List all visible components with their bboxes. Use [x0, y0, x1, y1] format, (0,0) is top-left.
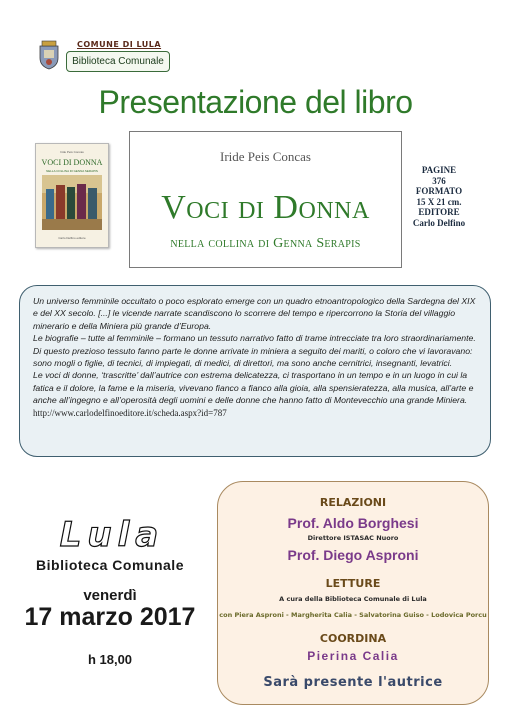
description-box [19, 285, 491, 457]
formato-label: FORMATO [415, 186, 463, 196]
description-paragraph-3: Le voci di donne, ‘trascritte’ dall’autrice con estrema delicatezza, ci trasportano in un tempo e in un luogo in cui la fatica e il dolore, la fame e la miseria, vivevano fianco a fianco alla gioia, alla spensieratezza, alla musica, all’arte e anche all’ingegno e all’operosità degli uomini e delle donne che hanno fatto di Montevecchio una grande Miniera. [33, 370, 474, 406]
coordinator-name: Pierina Calia [307, 649, 399, 663]
author-present-note: Sarà presente l'autrice [263, 675, 443, 690]
event-day: venerdì [83, 587, 137, 604]
book-subtitle: nella collina di Genna Serapis [170, 236, 361, 251]
municipal-crest-icon [38, 40, 60, 70]
cover-title: VOCI DI DONNA [41, 158, 103, 167]
event-place: Lula [59, 515, 165, 555]
cover-subtitle: NELLA COLLINA DI GENNA SERAPIS [46, 169, 98, 173]
speaker-2: Prof. Diego Asproni [287, 547, 419, 563]
biblioteca-badge: Biblioteca Comunale [66, 51, 170, 72]
event-date: 17 marzo 2017 [24, 603, 196, 631]
letture-organizer: A cura della Biblioteca Comunale di Lula [279, 595, 427, 603]
pagine-value: 376 [432, 175, 446, 186]
publisher-link[interactable]: http://www.carlodelfinoeditore.it/scheda.aspx?id=787 [33, 407, 227, 418]
editore-value: Carlo Delfino [412, 217, 466, 228]
relazioni-label: RELAZIONI [319, 496, 387, 509]
event-venue: Biblioteca Comunale [36, 557, 184, 573]
speaker-1-role: Direttore ISTASAC Nuoro [307, 534, 399, 542]
coordina-label: COORDINA [319, 632, 387, 645]
cover-author: Iride Peis Concas [60, 150, 84, 154]
book-specs [410, 165, 468, 228]
cover-publisher: Carlo Delfino editore [58, 236, 86, 240]
description-paragraph-1: Un universo femminile occultato o poco esplorato emerge con un quadro etnoantropologico della Sardegna del XIX e del XX secolo. [...] le vicende narrate scandiscono lo scorrere del tempo e ripercorrono la Storia del villaggio minerario e della Miniera più grande d’Europa. [33, 296, 476, 331]
speaker-1: Prof. Aldo Borghesi [287, 515, 419, 531]
book-cover-image [35, 143, 109, 248]
event-time: h 18,00 [87, 652, 133, 667]
pagine-label: PAGINE [421, 165, 457, 175]
formato-value: 15 X 21 cm. [416, 196, 462, 207]
readers-list: con Piera Asproni - Margherita Calia - Salvatorina Guiso - Lodovica Porcu [219, 611, 487, 619]
page-title: Presentazione del libro [98, 84, 413, 120]
comune-label: COMUNE DI LULA [77, 40, 162, 49]
description-paragraph-2: Le biografie – tutte al femminile – formano un tessuto narrativo fatto di trame intrecciate tra loro straordinariamente. Di questo prezioso tessuto fanno parte le donne arrivate in miniera a seguito dei mariti, o coloro che vi lavoravano: sono mogli o figlie, di tecnici, di impiegati, di medici, di direttori, ma sono anche cernitrici, insegnanti, levatrici. [33, 333, 476, 369]
book-author: Iride Peis Concas [220, 149, 311, 164]
book-title: Voci di Donna [161, 189, 370, 226]
cover-illustration [42, 175, 102, 230]
book-title-box [129, 131, 402, 268]
letture-label: LETTURE [325, 577, 381, 590]
program-panel [217, 481, 489, 705]
editore-label: EDITORE [418, 207, 460, 217]
